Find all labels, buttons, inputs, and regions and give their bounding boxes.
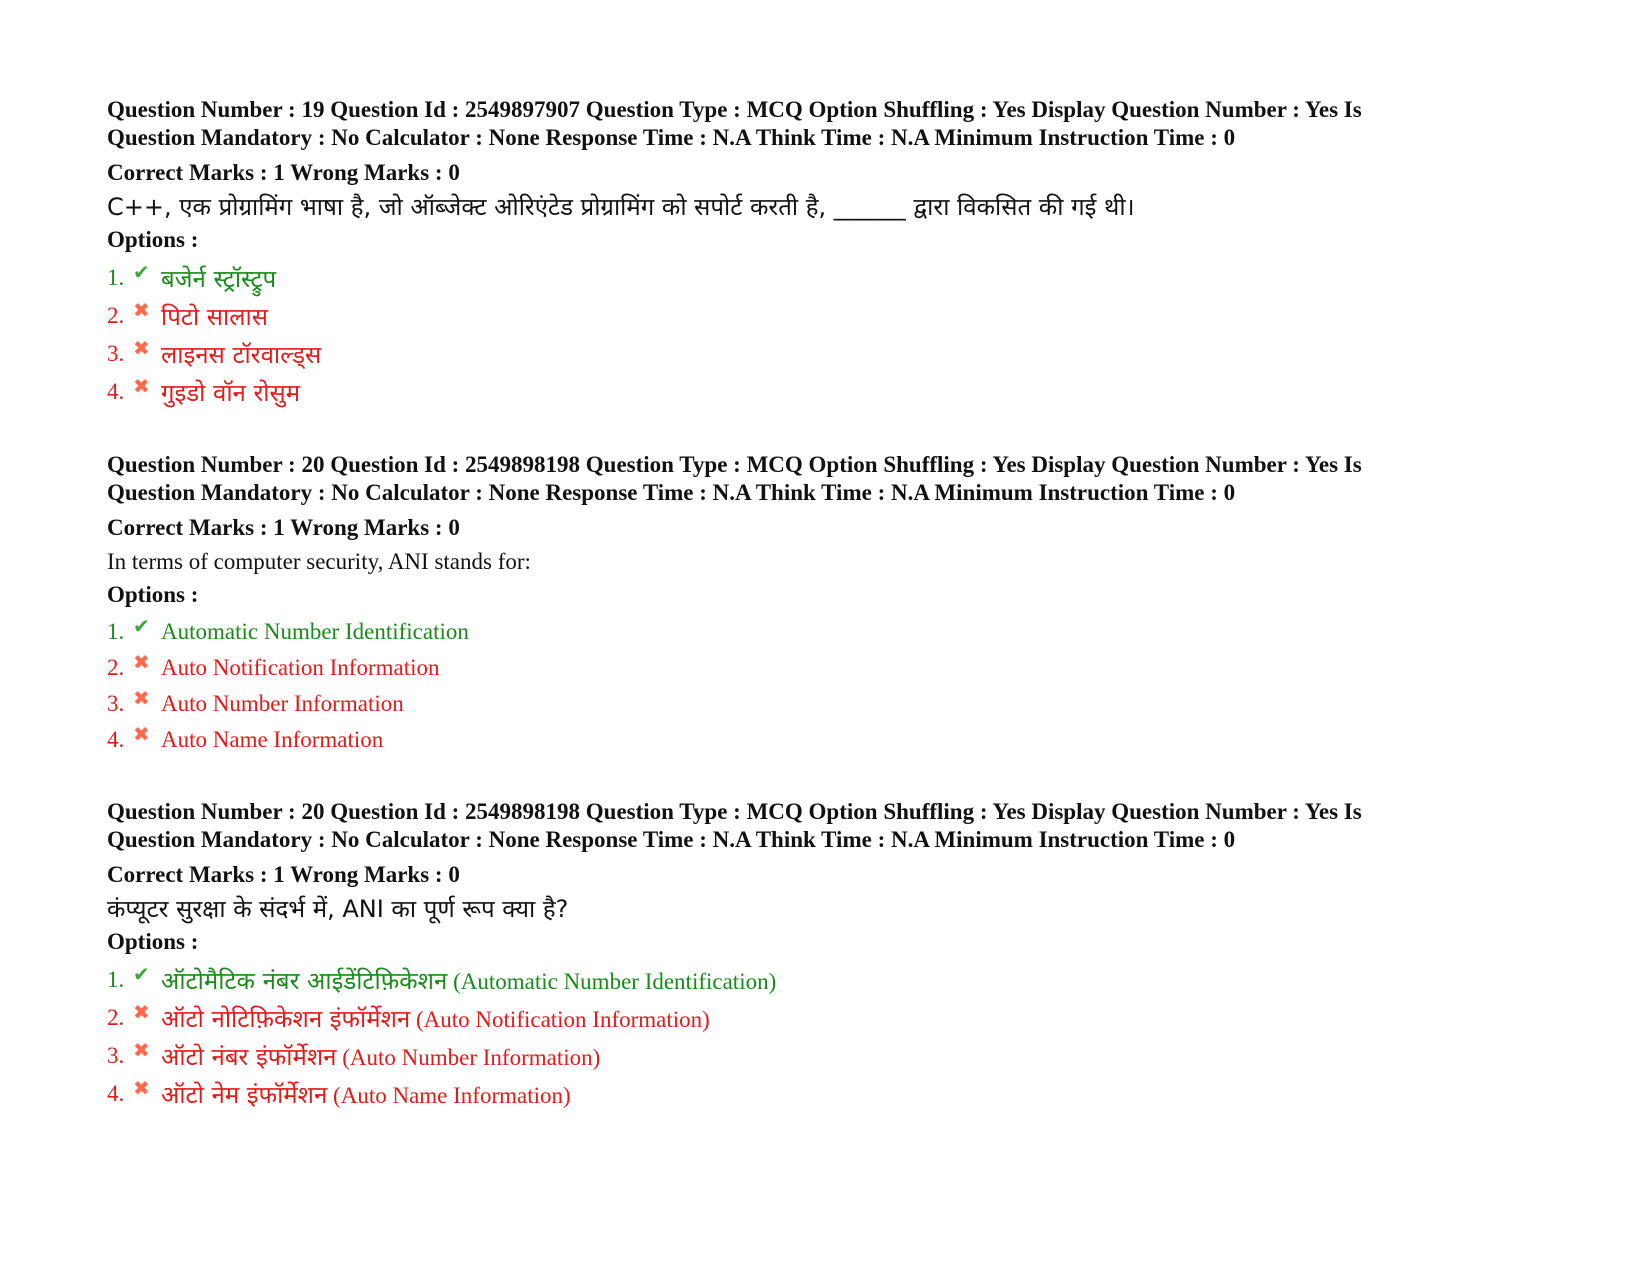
question-block	[107, 451, 1547, 758]
cross-icon: ✖	[133, 300, 150, 322]
option-number: 1.	[107, 619, 125, 644]
question-marks: Correct Marks : 1 Wrong Marks : 0	[107, 515, 460, 540]
option-item	[107, 259, 1547, 297]
cross-icon: ✖	[133, 688, 150, 710]
question-text: C++, एक प्रोग्रामिंग भाषा है, जो ऑब्जेक्ट ओरिएंटेड प्रोग्रामिंग को सपोर्ट करती है, ______ द्वारा विकसित की गई थी।	[107, 193, 1135, 221]
option-text: Auto Number Information	[161, 691, 404, 716]
question-text: In terms of computer security, ANI stands for:	[107, 549, 531, 574]
option-item	[107, 1075, 1547, 1113]
check-icon: ✔	[133, 964, 150, 986]
option-number: 4.	[107, 727, 125, 752]
option-item	[107, 614, 1547, 650]
options-label: Options :	[107, 582, 199, 607]
option-number: 2.	[107, 303, 125, 328]
option-text: गुइडो वॉन रोसुम	[161, 378, 301, 407]
option-item	[107, 373, 1547, 411]
options-label: Options :	[107, 227, 199, 252]
option-item	[107, 961, 1547, 999]
cross-icon: ✖	[133, 724, 150, 746]
check-icon: ✔	[133, 616, 150, 638]
option-number: 3.	[107, 341, 125, 366]
cross-icon: ✖	[133, 376, 150, 398]
cross-icon: ✖	[133, 652, 150, 674]
option-item	[107, 297, 1547, 335]
option-item	[107, 722, 1547, 758]
option-text-hindi: ऑटो नंबर इंफॉर्मेशन	[161, 1042, 337, 1071]
option-text: Auto Name Information	[161, 727, 384, 752]
option-text: Auto Notification Information	[161, 655, 440, 680]
question-meta-line2: Question Mandatory : No Calculator : None Response Time : N.A Think Time : N.A Minimum Instruction Time : 0	[107, 125, 1236, 150]
question-marks: Correct Marks : 1 Wrong Marks : 0	[107, 862, 460, 887]
cross-icon: ✖	[133, 338, 150, 360]
option-text	[161, 964, 776, 997]
question-meta	[107, 96, 1547, 152]
option-text	[161, 1078, 571, 1111]
option-text: बजेर्न स्ट्रॉस्ट्रुप	[161, 264, 277, 293]
option-item	[107, 335, 1547, 373]
option-item	[107, 1037, 1547, 1075]
option-number: 4.	[107, 379, 125, 404]
question-meta-line2: Question Mandatory : No Calculator : None Response Time : N.A Think Time : N.A Minimum Instruction Time : 0	[107, 480, 1236, 505]
option-text: पिटो सालास	[161, 302, 268, 331]
option-number: 1.	[107, 265, 125, 290]
question-meta	[107, 451, 1547, 507]
option-number: 4.	[107, 1081, 125, 1106]
check-icon: ✔	[133, 262, 150, 284]
option-number: 3.	[107, 691, 125, 716]
question-block	[107, 96, 1547, 411]
option-text-english: (Auto Name Information)	[327, 1082, 571, 1108]
option-item	[107, 686, 1547, 722]
question-marks: Correct Marks : 1 Wrong Marks : 0	[107, 160, 460, 185]
question-block	[107, 798, 1547, 1113]
option-text	[161, 1040, 600, 1073]
option-text-english: (Auto Notification Information)	[410, 1006, 710, 1032]
option-number: 1.	[107, 967, 125, 992]
question-text: कंप्यूटर सुरक्षा के संदर्भ में, ANI का पूर्ण रूप क्या है?	[107, 895, 569, 923]
option-text-hindi: ऑटो नोटिफ़िकेशन इंफॉर्मेशन	[161, 1004, 411, 1033]
question-meta-line1: Question Number : 19 Question Id : 2549897907 Question Type : MCQ Option Shuffling : Yes Display Question Number : Yes Is	[107, 97, 1362, 122]
option-number: 2.	[107, 655, 125, 680]
option-text-hindi: ऑटो नेम इंफॉर्मेशन	[161, 1080, 328, 1109]
option-text-english: (Auto Number Information)	[336, 1044, 601, 1070]
cross-icon: ✖	[133, 1078, 150, 1100]
question-meta-line1: Question Number : 20 Question Id : 2549898198 Question Type : MCQ Option Shuffling : Yes Display Question Number : Yes Is	[107, 799, 1362, 824]
question-meta-line1: Question Number : 20 Question Id : 2549898198 Question Type : MCQ Option Shuffling : Yes Display Question Number : Yes Is	[107, 452, 1362, 477]
cross-icon: ✖	[133, 1040, 150, 1062]
option-item	[107, 999, 1547, 1037]
option-text: Automatic Number Identification	[161, 619, 469, 644]
question-meta-line2: Question Mandatory : No Calculator : None Response Time : N.A Think Time : N.A Minimum Instruction Time : 0	[107, 827, 1236, 852]
question-meta	[107, 798, 1547, 854]
options-label: Options :	[107, 929, 199, 954]
question-paper	[107, 96, 1547, 1153]
cross-icon: ✖	[133, 1002, 150, 1024]
option-text-hindi: ऑटोमैटिक नंबर आईडेंटिफ़िकेशन	[161, 966, 448, 995]
option-item	[107, 650, 1547, 686]
option-number: 2.	[107, 1005, 125, 1030]
option-text-english: (Automatic Number Identification)	[447, 968, 777, 994]
option-number: 3.	[107, 1043, 125, 1068]
option-text	[161, 1002, 710, 1035]
option-text: लाइनस टॉरवाल्ड्स	[161, 340, 322, 369]
